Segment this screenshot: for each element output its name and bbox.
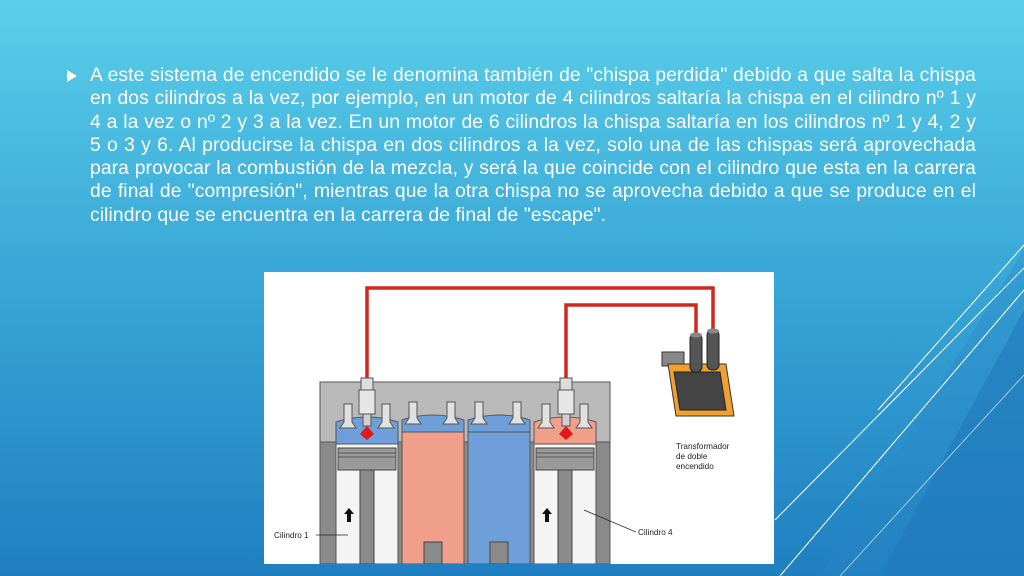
triangle-bullet-icon (67, 70, 77, 82)
cylinder4-label: Cilindro 4 (638, 528, 673, 537)
piston-cylinder4 (536, 448, 594, 470)
cylinder1-label: Cilindro 1 (274, 531, 309, 540)
piston-cylinder1 (338, 448, 396, 470)
ignition-diagram (264, 272, 774, 564)
coil-label-3: encendido (676, 462, 714, 471)
coil-label-2: de doble (676, 452, 708, 461)
hv-cable-cylinder1 (367, 288, 713, 382)
body-paragraph: A este sistema de encendido se le denomina también de "chispa perdida" debido a que salta la chispa en dos cilindros a la vez, por ejemplo, en un motor de 4 cilindros saltaría la chispa en el cilindro nº 1 y 4 a la vez o nº 2 y 3 a la vez. En un motor de 6 cilindros la chispa saltaría en los cilindros nº 1 y 4, 2 y 5 o 3 y 6. Al producirse la chispa en dos cilindros a la vez, solo una de las chispas será aprovechada para provocar la combustión de la mezcla, y será la que coincide con el cilindro que esta en la carrera de final de "compresión", mientras que la otra chispa no se aprovecha debido a que se produce en el cilindro que se encuentra en la carrera de final de "escape". (90, 65, 976, 226)
ignition-coil-icon (662, 329, 734, 417)
coil-label-1: Transformador (676, 442, 730, 451)
